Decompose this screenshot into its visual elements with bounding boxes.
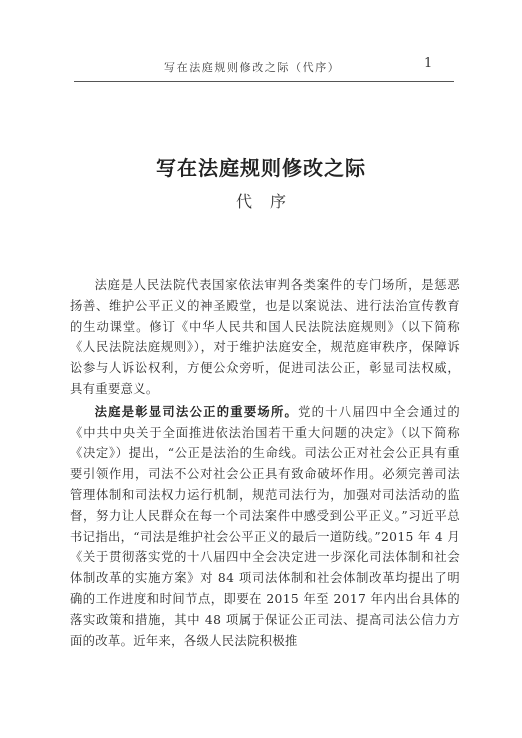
paragraph-2-text: 党的十八届四中全会通过的《中共中央关于全面推进依法治国若干重大问题的决定》（以下简称《决定》）提出，“公正是法治的生命线。司法公正对社会公正具有重要引领作用，司法不公对社会公正具有致命破坏作用。必须完善司法管理体制和司法权力运行机制，规范司法行为，加强对司法活动的监督，努力让人民群众在每一个司法案件中感受到公平正义。”习近平总书记指出，“司法是维护社会公平正义的最后一道防线。”2015 年 4 月《关于贯彻落实党的十八届四中全会决定进一步深化司法体制和社会体制改革的实施方案》对 84 项司法体制和社会体制改革均提出了明确的工作进度和时间节点，即要在 2015 年至 2017 年内出台具体的落实政策和措施，其中 48 项属于保证公正司法、提高司法公信力方面的改革。近年来，各级人民法院积极推 — [70, 404, 460, 648]
paragraph-2 — [70, 402, 460, 652]
paragraph-1: 法庭是人民法院代表国家依法审判各类案件的专门场所，是惩恶扬善、维护公平正义的神圣殿堂，也是以案说法、进行法治宣传教育的生动课堂。修订《中华人民共和国人民法院法庭规则》（以下简称《人民法院法庭规则》），对于维护法庭安全，规范庭审秩序，保障诉讼参与人诉讼权利，方便公众旁听，促进司法公正，彰显司法权威，具有重要意义。 — [70, 278, 460, 396]
page-number: 1 — [424, 56, 433, 71]
body-text — [70, 275, 460, 651]
chapter-subtitle: 代序 — [235, 192, 304, 211]
chapter-title: 写在法庭规则修改之际 — [156, 156, 366, 180]
header-rule — [74, 81, 454, 82]
paragraph-2-lead: 法庭是彰显司法公正的重要场所。 — [94, 403, 299, 419]
running-header — [0, 0, 522, 84]
running-title: 写在法庭规则修改之际（代序） — [164, 61, 341, 74]
